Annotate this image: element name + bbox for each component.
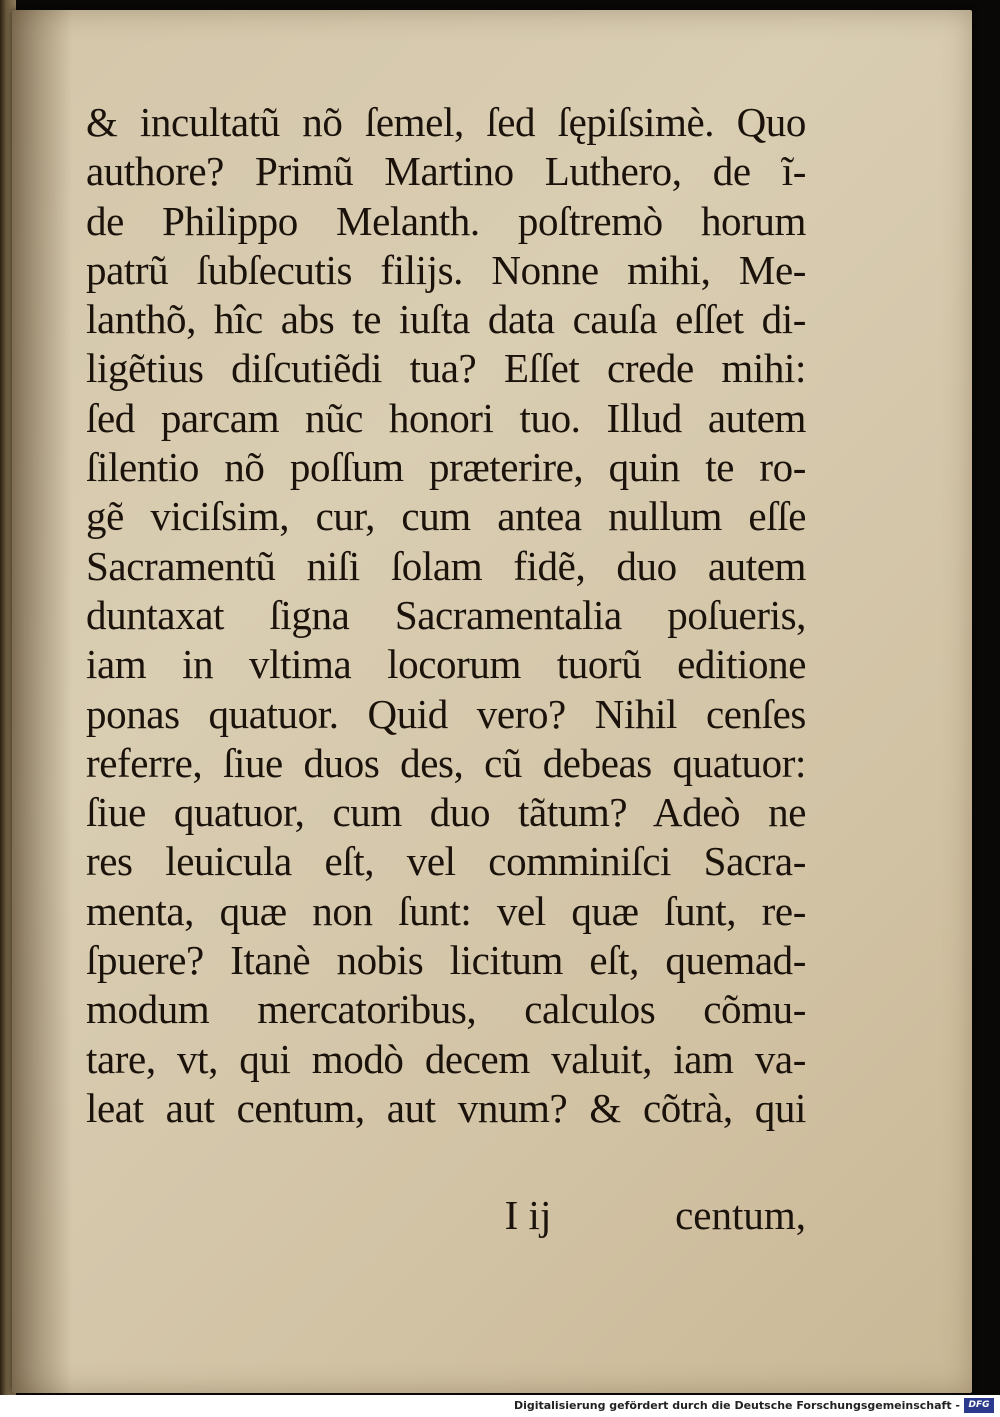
signature-mark: I ij: [504, 1192, 552, 1238]
text-line: lanthõ, hîc abs te iuſta data cauſa eſſet di-: [86, 296, 806, 343]
text-line: de Philippo Melanth. poſtremò horum: [86, 197, 806, 244]
text-line: res leuicula eſt, vel comminiſci Sacra-: [86, 838, 806, 885]
text-line: ligẽtius diſcutiẽdi tua? Eſſet crede mihi:: [86, 345, 806, 392]
text-line: ponas quatuor. Quid vero? Nihil cenſes: [86, 690, 806, 737]
text-line: ſpuere? Itanè nobis licitum eſt, quemad-: [86, 937, 806, 984]
catchword: centum,: [675, 1192, 806, 1238]
dfg-logo: DFG: [964, 1398, 994, 1413]
text-line: tare, vt, qui modò decem valuit, iam va-: [86, 1035, 806, 1082]
text-line: Sacramentũ niſi ſolam fidẽ, duo autem: [86, 542, 806, 589]
text-line: authore? Primũ Martino Luthero, de ĩ-: [86, 148, 806, 195]
text-line: ſed parcam nũc honori tuo. Illud autem: [86, 394, 806, 441]
text-line: leat aut centum, aut vnum? & cõtrà, qui: [86, 1084, 806, 1131]
text-line: referre, ſiue duos des, cũ debeas quatuor:: [86, 739, 806, 786]
text-line: ſilentio nõ poſſum prӕterire, quin te ro-: [86, 444, 806, 491]
text-line: menta, quӕ non ſunt: vel quӕ ſunt, re-: [86, 887, 806, 934]
text-line: duntaxat ſigna Sacramentalia poſueris,: [86, 591, 806, 638]
text-line: ſiue quatuor, cum duo tãtum? Adeò ne: [86, 789, 806, 836]
text-line: modum mercatoribus, calculos cõmu-: [86, 986, 806, 1033]
page-text: [86, 98, 806, 1133]
funding-credit: Digitalisierung gefördert durch die Deutsche Forschungsgemeinschaft -: [513, 1399, 960, 1412]
text-line: & incultatũ nõ ſemel, ſed ſępiſsimè. Quo: [86, 99, 806, 145]
text-line: iam in vltima locorum tuorũ editione: [86, 641, 806, 688]
text-line: patrũ ſubſecutis filijs. Nonne mihi, Me-: [86, 246, 806, 293]
signature-line: [86, 1190, 806, 1240]
footer-bar: [0, 1395, 1000, 1417]
text-line: gẽ viciſsim, cur, cum antea nullum eſſe: [86, 493, 806, 540]
